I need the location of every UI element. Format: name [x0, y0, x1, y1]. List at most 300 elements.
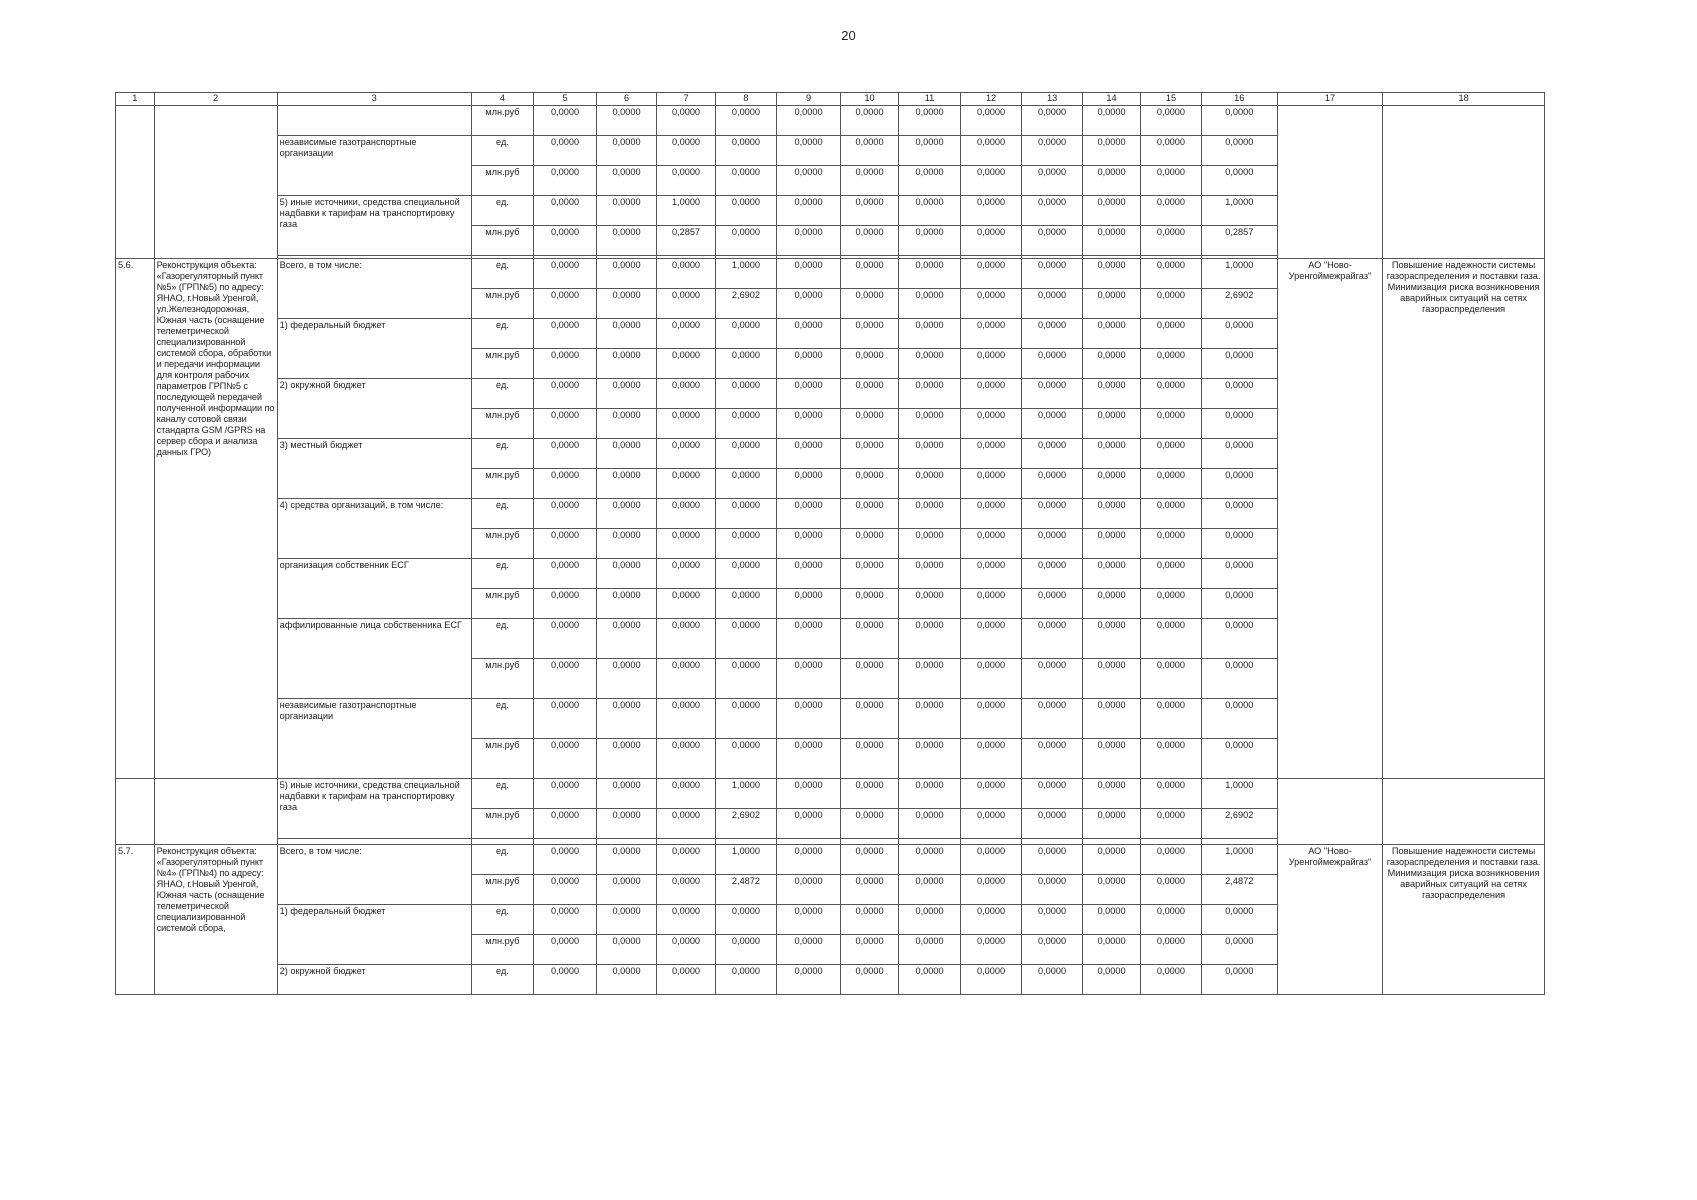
- value-cell: 0,0000: [840, 106, 898, 136]
- column-header: 17: [1277, 93, 1382, 106]
- value-cell: 0,0000: [534, 905, 597, 935]
- value-cell: 0,0000: [1082, 659, 1140, 699]
- unit-cell: млн.руб: [471, 469, 534, 499]
- value-cell: 0,0000: [840, 935, 898, 965]
- value-cell: 0,0000: [596, 905, 656, 935]
- value-cell: 0,0000: [1201, 659, 1277, 699]
- unit-cell: ед.: [471, 845, 534, 875]
- column-header: 9: [777, 93, 841, 106]
- value-cell: 0,0000: [657, 529, 715, 559]
- unit-cell: ед.: [471, 559, 534, 589]
- value-cell: 0,0000: [840, 779, 898, 809]
- value-cell: 0,0000: [1022, 659, 1082, 699]
- source-cell: независимые газотранспортные организации: [277, 699, 471, 779]
- value-cell: 0,0000: [777, 319, 841, 349]
- value-cell: 0,0000: [960, 739, 1022, 779]
- unit-cell: ед.: [471, 779, 534, 809]
- value-cell: 0,0000: [657, 289, 715, 319]
- value-cell: 0,0000: [715, 905, 777, 935]
- value-cell: 0,0000: [1201, 469, 1277, 499]
- value-cell: 0,0000: [1141, 935, 1201, 965]
- value-cell: 0,0000: [960, 379, 1022, 409]
- value-cell: 1,0000: [1201, 779, 1277, 809]
- unit-cell: млн.руб: [471, 589, 534, 619]
- value-cell: 0,0000: [960, 319, 1022, 349]
- value-cell: 0,0000: [715, 319, 777, 349]
- value-cell: 0,0000: [596, 196, 656, 226]
- value-cell: 0,0000: [715, 469, 777, 499]
- value-cell: 0,0000: [1022, 779, 1082, 809]
- column-header: 1: [116, 93, 155, 106]
- unit-cell: ед.: [471, 439, 534, 469]
- value-cell: 1,0000: [715, 779, 777, 809]
- value-cell: 0,2857: [1201, 226, 1277, 256]
- value-cell: 0,0000: [899, 106, 961, 136]
- value-cell: 0,0000: [1022, 559, 1082, 589]
- value-cell: 0,0000: [1082, 319, 1140, 349]
- value-cell: 0,0000: [1201, 136, 1277, 166]
- value-cell: 0,0000: [1201, 409, 1277, 439]
- value-cell: 0,0000: [777, 779, 841, 809]
- value-cell: 0,0000: [596, 226, 656, 256]
- value-cell: 0,0000: [960, 439, 1022, 469]
- value-cell: 0,0000: [657, 845, 715, 875]
- value-cell: 0,0000: [1201, 589, 1277, 619]
- value-cell: 0,0000: [1201, 319, 1277, 349]
- value-cell: 0,0000: [596, 659, 656, 699]
- value-cell: 0,0000: [715, 965, 777, 995]
- value-cell: 0,0000: [657, 469, 715, 499]
- value-cell: 0,0000: [840, 379, 898, 409]
- value-cell: 0,0000: [596, 166, 656, 196]
- value-cell: 0,0000: [840, 499, 898, 529]
- value-cell: 0,0000: [1141, 659, 1201, 699]
- value-cell: 0,0000: [534, 259, 597, 289]
- value-cell: 0,0000: [534, 529, 597, 559]
- value-cell: 0,0000: [1201, 699, 1277, 739]
- value-cell: 0,0000: [899, 349, 961, 379]
- value-cell: 0,0000: [1082, 699, 1140, 739]
- value-cell: 0,0000: [777, 196, 841, 226]
- value-cell: 0,0000: [1141, 739, 1201, 779]
- value-cell: 0,0000: [777, 845, 841, 875]
- value-cell: 0,0000: [1141, 905, 1201, 935]
- value-cell: 0,0000: [534, 845, 597, 875]
- value-cell: 0,0000: [1022, 196, 1082, 226]
- value-cell: 0,0000: [596, 136, 656, 166]
- value-cell: 0,0000: [1082, 739, 1140, 779]
- value-cell: 0,0000: [1082, 619, 1140, 659]
- value-cell: 0,0000: [1141, 319, 1201, 349]
- source-cell: 2) окружной бюджет: [277, 965, 471, 995]
- value-cell: 0,0000: [596, 739, 656, 779]
- source-cell: аффилированные лица собственника ЕСГ: [277, 619, 471, 699]
- column-header: 7: [657, 93, 715, 106]
- value-cell: 0,0000: [1141, 559, 1201, 589]
- value-cell: 0,0000: [899, 379, 961, 409]
- value-cell: 0,0000: [1141, 469, 1201, 499]
- unit-cell: млн.руб: [471, 289, 534, 319]
- unit-cell: млн.руб: [471, 809, 534, 839]
- source-cell: 4) средства организаций, в том числе:: [277, 499, 471, 559]
- header-row: [116, 93, 1545, 106]
- source-cell: 3) местный бюджет: [277, 439, 471, 499]
- value-cell: 0,0000: [1141, 809, 1201, 839]
- value-cell: 2,6902: [715, 809, 777, 839]
- value-cell: 0,0000: [960, 875, 1022, 905]
- value-cell: 0,0000: [777, 529, 841, 559]
- value-cell: 0,0000: [1022, 106, 1082, 136]
- value-cell: 0,0000: [657, 166, 715, 196]
- value-cell: 0,0000: [534, 659, 597, 699]
- value-cell: 0,0000: [657, 619, 715, 659]
- value-cell: 0,0000: [1082, 779, 1140, 809]
- value-cell: 0,0000: [1201, 559, 1277, 589]
- value-cell: 0,0000: [777, 699, 841, 739]
- value-cell: 0,0000: [534, 226, 597, 256]
- source-cell: 5) иные источники, средства специальной надбавки к тарифам на транспортировку газа: [277, 196, 471, 256]
- effect-cell: [1383, 779, 1545, 845]
- value-cell: 0,0000: [840, 739, 898, 779]
- value-cell: 0,0000: [1201, 739, 1277, 779]
- unit-cell: ед.: [471, 136, 534, 166]
- page-number: 20: [841, 28, 856, 43]
- column-header: 10: [840, 93, 898, 106]
- value-cell: 0,0000: [777, 136, 841, 166]
- value-cell: 0,0000: [534, 809, 597, 839]
- value-cell: 0,0000: [1022, 409, 1082, 439]
- value-cell: 0,0000: [899, 905, 961, 935]
- value-cell: 0,0000: [657, 905, 715, 935]
- value-cell: 0,0000: [1082, 809, 1140, 839]
- value-cell: 0,0000: [1082, 409, 1140, 439]
- value-cell: 0,0000: [657, 409, 715, 439]
- value-cell: 0,0000: [1082, 499, 1140, 529]
- value-cell: 0,0000: [1141, 845, 1201, 875]
- value-cell: 0,0000: [899, 409, 961, 439]
- value-cell: 0,0000: [960, 965, 1022, 995]
- value-cell: 0,0000: [534, 106, 597, 136]
- value-cell: 0,0000: [899, 166, 961, 196]
- unit-cell: ед.: [471, 499, 534, 529]
- value-cell: 0,0000: [1022, 226, 1082, 256]
- value-cell: 0,0000: [840, 226, 898, 256]
- value-cell: 0,0000: [596, 499, 656, 529]
- value-cell: 0,0000: [1141, 196, 1201, 226]
- value-cell: 1,0000: [1201, 845, 1277, 875]
- value-cell: 0,0000: [899, 739, 961, 779]
- value-cell: 0,0000: [899, 529, 961, 559]
- value-cell: 1,0000: [715, 259, 777, 289]
- value-cell: 0,0000: [715, 589, 777, 619]
- source-cell: организация собственник ЕСГ: [277, 559, 471, 619]
- value-cell: 1,0000: [1201, 259, 1277, 289]
- value-cell: 0,0000: [960, 589, 1022, 619]
- column-header: 3: [277, 93, 471, 106]
- value-cell: 0,0000: [657, 319, 715, 349]
- value-cell: 0,0000: [1082, 905, 1140, 935]
- number-cell: [116, 779, 155, 845]
- unit-cell: ед.: [471, 905, 534, 935]
- value-cell: 0,0000: [777, 589, 841, 619]
- value-cell: 0,0000: [596, 379, 656, 409]
- value-cell: 0,0000: [657, 559, 715, 589]
- value-cell: 0,0000: [840, 809, 898, 839]
- value-cell: 0,0000: [1141, 106, 1201, 136]
- value-cell: 0,0000: [534, 935, 597, 965]
- value-cell: 0,0000: [1022, 259, 1082, 289]
- value-cell: 0,0000: [840, 289, 898, 319]
- value-cell: 0,0000: [1201, 965, 1277, 995]
- value-cell: 0,0000: [596, 106, 656, 136]
- value-cell: 0,0000: [840, 529, 898, 559]
- value-cell: 0,0000: [534, 136, 597, 166]
- value-cell: 0,0000: [1022, 379, 1082, 409]
- value-cell: 0,0000: [840, 905, 898, 935]
- executor-cell: АО "Ново-Уренгоймежрайгаз": [1277, 845, 1382, 995]
- value-cell: 0,0000: [1082, 875, 1140, 905]
- value-cell: 0,0000: [1201, 106, 1277, 136]
- value-cell: 0,0000: [960, 619, 1022, 659]
- value-cell: 0,0000: [1141, 136, 1201, 166]
- value-cell: 0,0000: [715, 559, 777, 589]
- value-cell: 0,0000: [534, 559, 597, 589]
- unit-cell: млн.руб: [471, 226, 534, 256]
- value-cell: 0,0000: [1082, 166, 1140, 196]
- object-description: Реконструкция объекта: «Газорегуляторный пункт №5» (ГРП№5) по адресу: ЯНАО, г.Новый Уренгой, ул.Железнодорожная, Южная часть (оснащение телеметрической специализированной системой сбора, обработки и передачи информации для контроля рабочих параметров ГРП№5 с последующей передачей полученной информации по каналу сотовой связи стандарта GSM /GPRS на сервер сбора и анализа данных ГРО): [154, 259, 277, 779]
- value-cell: 0,0000: [1141, 589, 1201, 619]
- value-cell: 0,0000: [899, 319, 961, 349]
- value-cell: 0,0000: [534, 439, 597, 469]
- item-number: 5.6.: [116, 259, 155, 779]
- executor-cell: [1277, 106, 1382, 259]
- value-cell: 0,0000: [960, 935, 1022, 965]
- value-cell: 0,0000: [534, 699, 597, 739]
- column-header: 6: [596, 93, 656, 106]
- item-number: 5.7.: [116, 845, 155, 995]
- value-cell: 0,0000: [596, 439, 656, 469]
- value-cell: 0,0000: [777, 559, 841, 589]
- value-cell: 0,0000: [596, 589, 656, 619]
- source-cell: Всего, в том числе:: [277, 259, 471, 319]
- value-cell: 2,4872: [715, 875, 777, 905]
- value-cell: 0,0000: [715, 739, 777, 779]
- value-cell: 0,0000: [715, 379, 777, 409]
- value-cell: 0,0000: [1082, 559, 1140, 589]
- value-cell: 0,0000: [840, 589, 898, 619]
- value-cell: 0,0000: [657, 659, 715, 699]
- value-cell: 0,0000: [534, 319, 597, 349]
- effect-cell: [1383, 106, 1545, 259]
- value-cell: 0,0000: [960, 809, 1022, 839]
- value-cell: 0,0000: [1082, 259, 1140, 289]
- value-cell: 0,0000: [777, 289, 841, 319]
- value-cell: 0,0000: [657, 965, 715, 995]
- value-cell: 0,0000: [777, 809, 841, 839]
- value-cell: 0,0000: [534, 409, 597, 439]
- value-cell: 0,0000: [596, 259, 656, 289]
- unit-cell: млн.руб: [471, 935, 534, 965]
- value-cell: 0,0000: [899, 559, 961, 589]
- value-cell: 0,0000: [1141, 619, 1201, 659]
- value-cell: 0,0000: [534, 469, 597, 499]
- unit-cell: ед.: [471, 319, 534, 349]
- value-cell: 0,0000: [840, 166, 898, 196]
- value-cell: 0,0000: [840, 259, 898, 289]
- value-cell: 0,0000: [596, 559, 656, 589]
- value-cell: 0,0000: [657, 699, 715, 739]
- value-cell: 0,0000: [960, 659, 1022, 699]
- value-cell: 0,0000: [960, 699, 1022, 739]
- value-cell: 0,0000: [715, 196, 777, 226]
- value-cell: 0,0000: [596, 935, 656, 965]
- value-cell: 0,0000: [1141, 226, 1201, 256]
- unit-cell: ед.: [471, 699, 534, 739]
- value-cell: 0,0000: [899, 845, 961, 875]
- value-cell: 0,0000: [840, 845, 898, 875]
- value-cell: 0,0000: [596, 349, 656, 379]
- unit-cell: ед.: [471, 965, 534, 995]
- column-header: 16: [1201, 93, 1277, 106]
- value-cell: 0,0000: [960, 136, 1022, 166]
- value-cell: 0,0000: [960, 499, 1022, 529]
- value-cell: 0,0000: [534, 196, 597, 226]
- value-cell: 0,0000: [715, 439, 777, 469]
- value-cell: 0,0000: [596, 965, 656, 995]
- value-cell: 0,0000: [960, 106, 1022, 136]
- value-cell: 0,0000: [1082, 965, 1140, 995]
- value-cell: 0,0000: [596, 319, 656, 349]
- value-cell: 0,0000: [715, 529, 777, 559]
- value-cell: 0,0000: [715, 349, 777, 379]
- value-cell: 0,0000: [777, 349, 841, 379]
- value-cell: 0,0000: [840, 965, 898, 995]
- value-cell: 0,0000: [657, 779, 715, 809]
- value-cell: 0,0000: [777, 659, 841, 699]
- table-row: [116, 779, 1545, 809]
- value-cell: 0,0000: [1082, 439, 1140, 469]
- value-cell: 0,0000: [777, 935, 841, 965]
- effect-cell: Повышение надежности системы газораспределения и поставки газа. Минимизация риска возникновения аварийных ситуаций на сетях газораспределения: [1383, 259, 1545, 779]
- value-cell: 0,0000: [657, 379, 715, 409]
- value-cell: 0,0000: [899, 589, 961, 619]
- value-cell: 0,0000: [899, 196, 961, 226]
- investment-program-table: [115, 92, 1545, 995]
- value-cell: 0,0000: [1201, 349, 1277, 379]
- value-cell: 0,0000: [1201, 905, 1277, 935]
- value-cell: 0,0000: [840, 319, 898, 349]
- value-cell: 0,0000: [1082, 845, 1140, 875]
- value-cell: 0,0000: [777, 409, 841, 439]
- value-cell: 0,0000: [1141, 349, 1201, 379]
- value-cell: 1,0000: [715, 845, 777, 875]
- value-cell: 0,0000: [1141, 965, 1201, 995]
- value-cell: 0,0000: [1082, 379, 1140, 409]
- value-cell: 0,0000: [1022, 349, 1082, 379]
- value-cell: 0,0000: [840, 409, 898, 439]
- value-cell: 0,0000: [899, 809, 961, 839]
- value-cell: 0,0000: [1022, 699, 1082, 739]
- value-cell: 0,0000: [534, 349, 597, 379]
- value-cell: 0,0000: [960, 559, 1022, 589]
- value-cell: 0,0000: [715, 106, 777, 136]
- column-header: 5: [534, 93, 597, 106]
- table-body: [116, 93, 1545, 995]
- unit-cell: ед.: [471, 619, 534, 659]
- source-cell: [277, 106, 471, 136]
- value-cell: 0,0000: [1141, 875, 1201, 905]
- value-cell: 0,0000: [534, 965, 597, 995]
- value-cell: 0,0000: [1082, 529, 1140, 559]
- value-cell: 1,0000: [657, 196, 715, 226]
- value-cell: 0,0000: [899, 935, 961, 965]
- value-cell: 0,0000: [657, 106, 715, 136]
- value-cell: 0,0000: [1022, 289, 1082, 319]
- value-cell: 0,0000: [777, 965, 841, 995]
- value-cell: 0,0000: [715, 499, 777, 529]
- table-row: [116, 845, 1545, 875]
- value-cell: 0,0000: [777, 875, 841, 905]
- value-cell: 0,0000: [715, 699, 777, 739]
- value-cell: 0,0000: [596, 289, 656, 319]
- object-cell: [154, 779, 277, 845]
- unit-cell: млн.руб: [471, 409, 534, 439]
- value-cell: 0,0000: [840, 469, 898, 499]
- value-cell: 0,0000: [1201, 439, 1277, 469]
- unit-cell: млн.руб: [471, 349, 534, 379]
- value-cell: 0,0000: [1082, 106, 1140, 136]
- value-cell: 0,0000: [715, 226, 777, 256]
- value-cell: 0,0000: [596, 875, 656, 905]
- value-cell: 0,0000: [1201, 619, 1277, 659]
- value-cell: 0,0000: [899, 259, 961, 289]
- unit-cell: ед.: [471, 379, 534, 409]
- value-cell: 0,0000: [657, 499, 715, 529]
- value-cell: 0,0000: [1082, 589, 1140, 619]
- value-cell: 0,0000: [657, 875, 715, 905]
- column-header: 14: [1082, 93, 1140, 106]
- value-cell: 0,0000: [596, 779, 656, 809]
- value-cell: 0,0000: [899, 439, 961, 469]
- value-cell: 0,0000: [1082, 289, 1140, 319]
- value-cell: 0,0000: [534, 619, 597, 659]
- value-cell: 2,6902: [1201, 809, 1277, 839]
- value-cell: 0,0000: [1022, 529, 1082, 559]
- source-cell: Всего, в том числе:: [277, 845, 471, 905]
- value-cell: 0,0000: [657, 136, 715, 166]
- source-cell: 1) федеральный бюджет: [277, 905, 471, 965]
- executor-cell: АО "Ново-Уренгоймежрайгаз": [1277, 259, 1382, 779]
- value-cell: 0,0000: [596, 469, 656, 499]
- value-cell: 0,0000: [777, 259, 841, 289]
- unit-cell: ед.: [471, 196, 534, 226]
- value-cell: 0,0000: [1141, 289, 1201, 319]
- value-cell: 0,0000: [534, 589, 597, 619]
- value-cell: 0,0000: [1022, 589, 1082, 619]
- value-cell: 0,0000: [596, 699, 656, 739]
- value-cell: 0,0000: [777, 499, 841, 529]
- value-cell: 0,0000: [1082, 935, 1140, 965]
- value-cell: 0,0000: [899, 659, 961, 699]
- object-cell: [154, 106, 277, 259]
- source-cell: независимые газотранспортные организации: [277, 136, 471, 196]
- value-cell: 0,0000: [960, 226, 1022, 256]
- table-row: [116, 106, 1545, 136]
- column-header: 15: [1141, 93, 1201, 106]
- value-cell: 0,0000: [960, 529, 1022, 559]
- column-header: 2: [154, 93, 277, 106]
- value-cell: 0,0000: [534, 739, 597, 779]
